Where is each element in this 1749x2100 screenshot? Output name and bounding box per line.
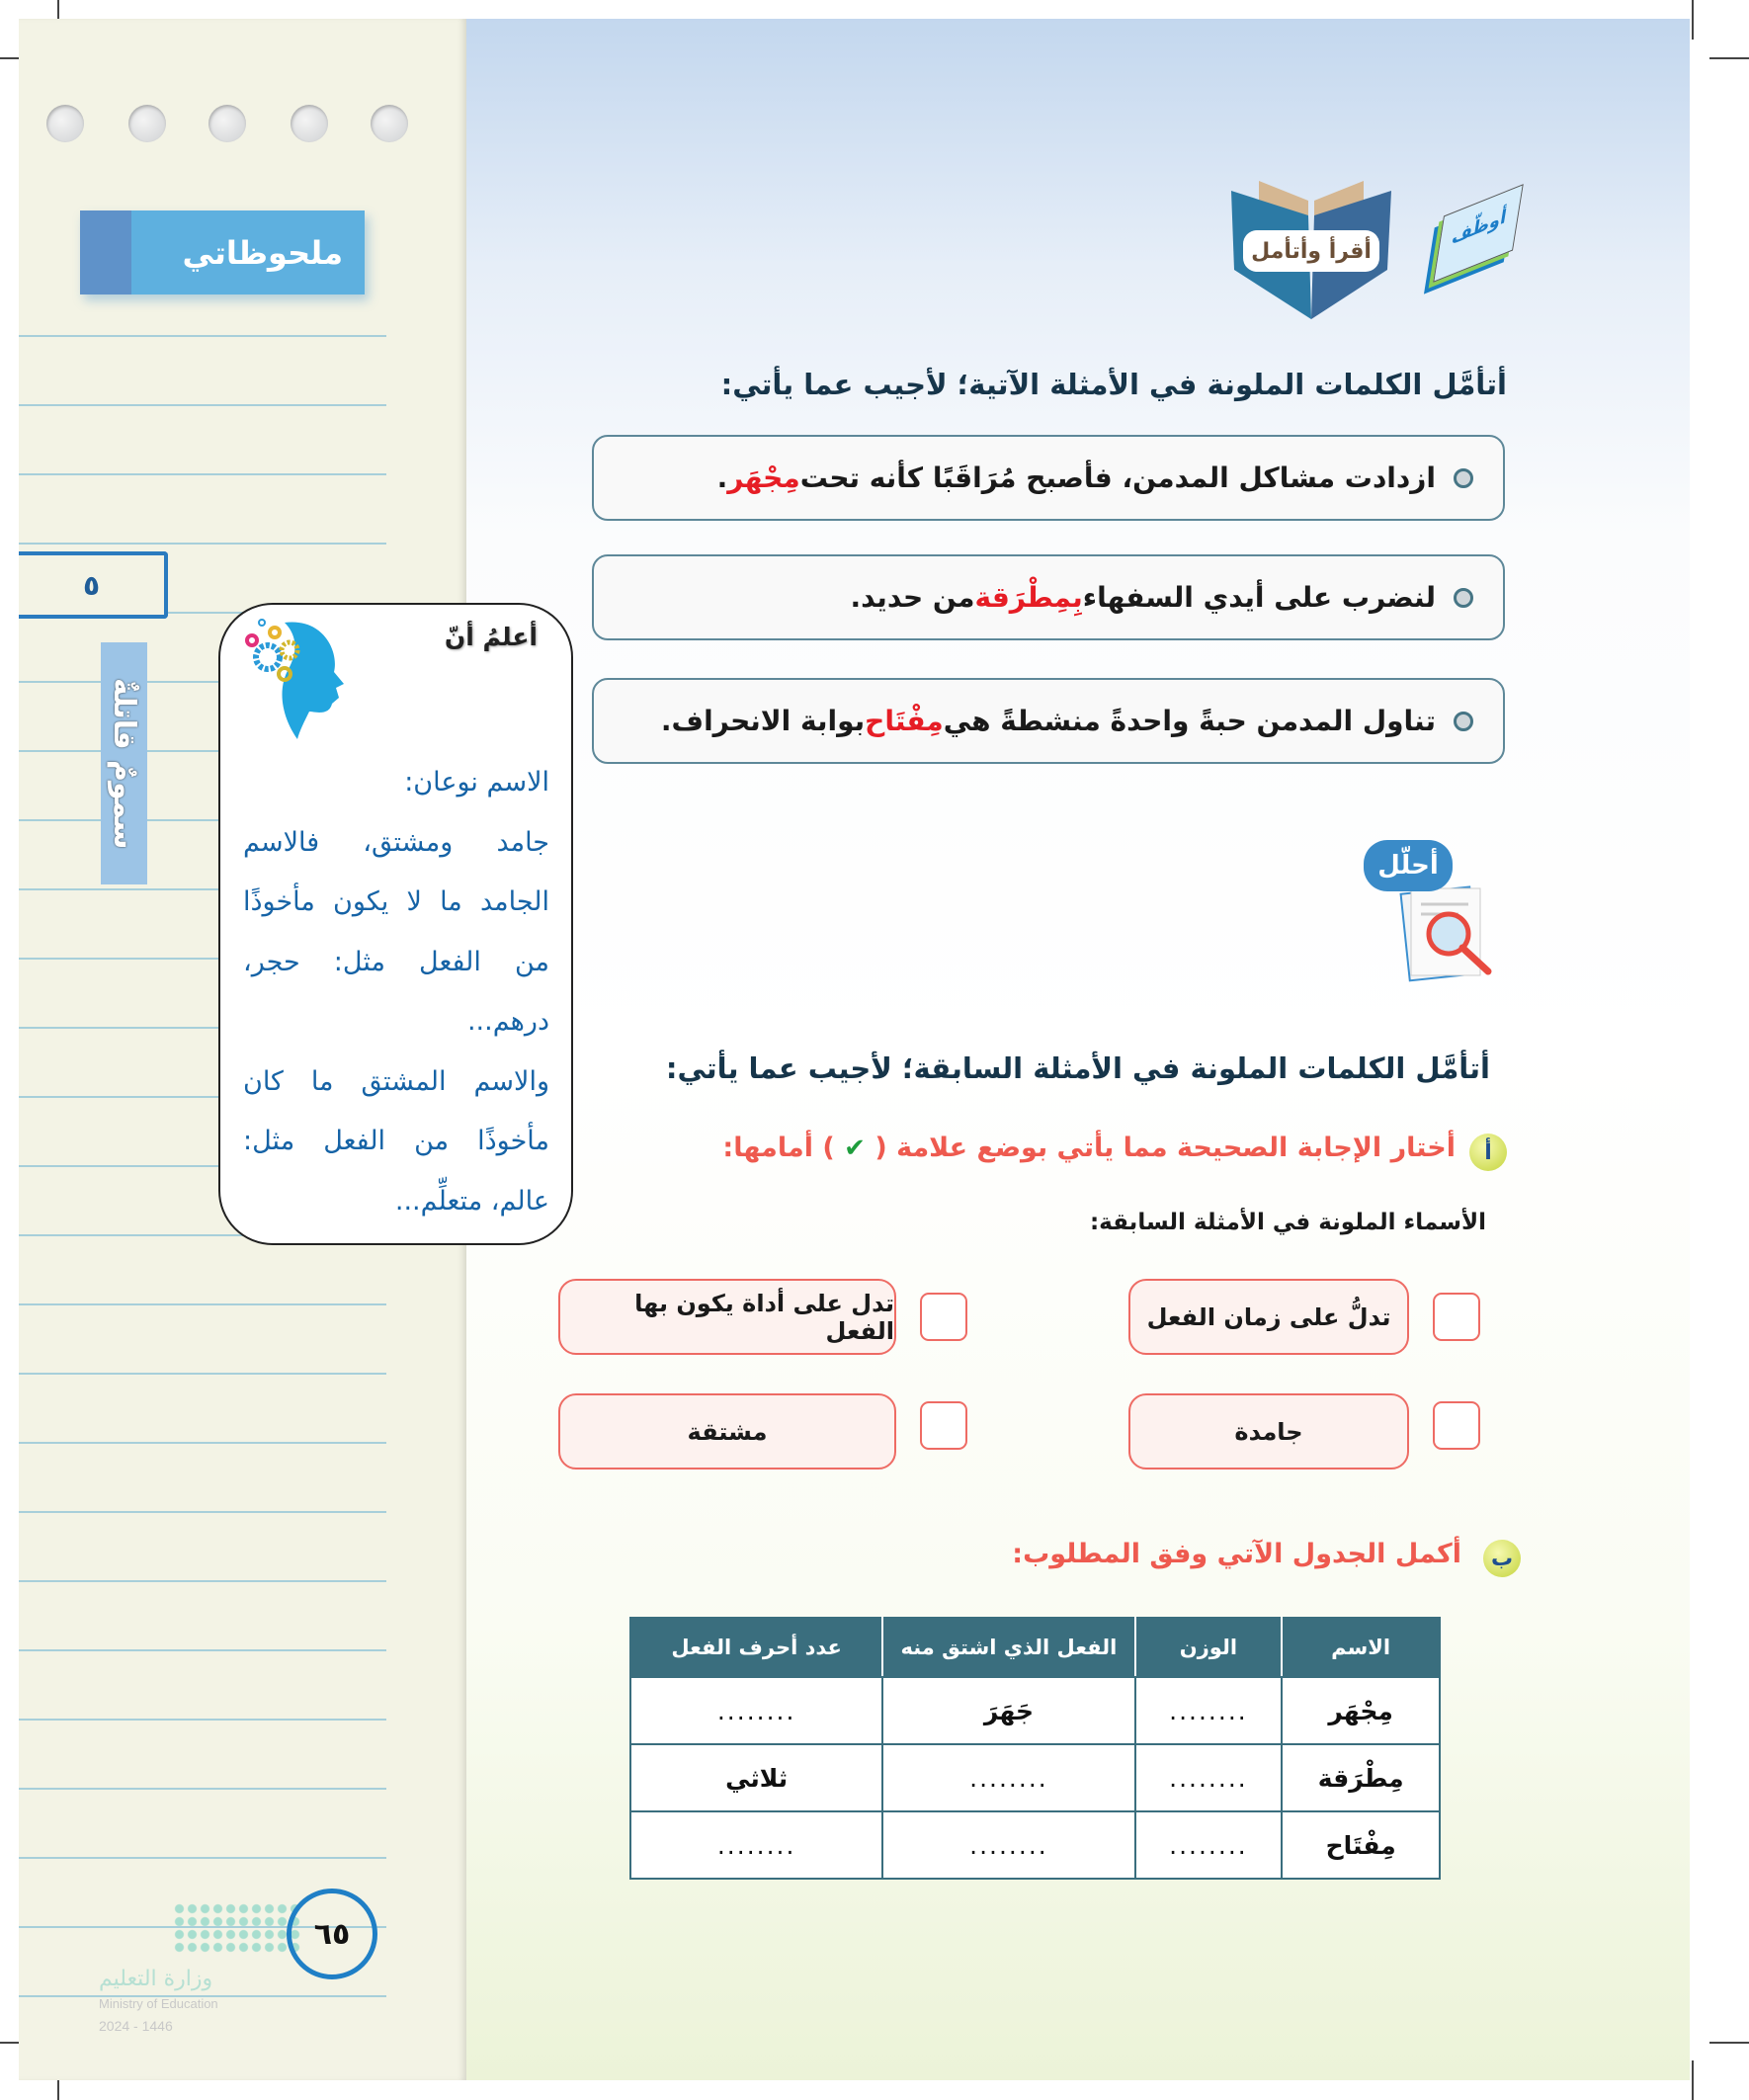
highlighted-word: مِجْهَر [727, 462, 800, 494]
check-mark-icon: ✔ [844, 1134, 866, 1163]
note-card-label: أوظّف [1450, 205, 1509, 250]
table-cell: مِطْرَقة [1282, 1744, 1440, 1811]
table-row [630, 1811, 1440, 1879]
part-a-instruction [722, 1133, 1456, 1163]
part-b-instruction: أكمل الجدول الآتي وفق المطلوب: [1012, 1539, 1461, 1569]
read-reflect-label: أقرأ وأتأمل [1243, 230, 1379, 272]
read-heading: أتأمَّل الكلمات الملونة في الأمثلة الآتية؛ لأجيب عما يأتي: [720, 368, 1507, 401]
binder-hole [208, 105, 246, 142]
crop-mark [1692, 0, 1694, 40]
example-box [592, 678, 1505, 764]
example-text: بوابة الانحراف. [660, 705, 866, 737]
binder-hole [46, 105, 84, 142]
table-cell: جَهَرَ [882, 1677, 1134, 1744]
table-row [630, 1677, 1440, 1744]
part-a-badge: أ [1469, 1134, 1507, 1171]
ruled-line [19, 1649, 386, 1651]
know-line: جامد ومشتق، فالاسم الجامد ما لا يكون مأخوذًا من الفعل مثل: حجر، درهم... [243, 826, 549, 1037]
crop-mark [1709, 57, 1749, 59]
answer-blank[interactable]: ........ [882, 1744, 1134, 1811]
answer-blank[interactable]: ........ [1135, 1811, 1283, 1879]
analyze-label: أحلّل [1364, 840, 1453, 891]
know-box-body [243, 753, 549, 1231]
notes-title: ملحوظاتي [80, 210, 365, 294]
option-box: تدلُّ على زمان الفعل [1128, 1279, 1409, 1355]
option-box: جامدة [1128, 1393, 1409, 1470]
bullet-icon [1454, 588, 1473, 608]
answer-blank[interactable]: ........ [630, 1811, 882, 1879]
ruled-line [19, 1303, 386, 1305]
know-line: والاسم المشتق ما كان مأخوذًا من الفعل مثل: عالم، متعلِّم... [243, 1065, 549, 1217]
magnifier-document-icon [1399, 884, 1502, 983]
crop-mark [1709, 2042, 1749, 2044]
highlighted-word: مِفْتَاح [865, 705, 944, 737]
answer-blank[interactable]: ........ [1135, 1677, 1283, 1744]
ruled-line [19, 335, 386, 337]
bullet-icon [1454, 712, 1473, 731]
read-reflect-icon [1229, 161, 1393, 319]
ruled-line [19, 543, 386, 545]
ministry-name-english: Ministry of Education [99, 1996, 218, 2011]
column-header: الفعل الذي اشتق منه [882, 1618, 1134, 1677]
completion-table [629, 1617, 1441, 1880]
column-header: عدد أحرف الفعل [630, 1618, 882, 1677]
ruled-line [19, 1442, 386, 1444]
lesson-title: سمومٌ قاتلةٌ [101, 642, 147, 884]
table-row [630, 1744, 1440, 1811]
option-box: مشتقة [558, 1393, 896, 1470]
ruled-line [19, 1373, 386, 1375]
answer-blank[interactable]: ........ [1135, 1744, 1283, 1811]
column-header: الوزن [1135, 1618, 1283, 1677]
ruled-line [19, 1857, 386, 1859]
example-text: . [716, 462, 728, 494]
ruled-line [19, 1719, 386, 1721]
know-box-title: أعلمُ أنّ [444, 623, 538, 651]
table-cell: ثلاثي [630, 1744, 882, 1811]
binder-hole [371, 105, 408, 142]
example-text: تناول المدمن حبةً واحدةً منشطةً هي [943, 705, 1436, 737]
ruled-line [19, 1788, 386, 1790]
example-text: من حديد. [850, 581, 975, 614]
part-b-badge: ب [1483, 1540, 1521, 1577]
bullet-icon [1454, 468, 1473, 488]
answer-blank[interactable]: ........ [882, 1811, 1134, 1879]
instruction-text: ) أمامها: [722, 1133, 835, 1163]
answer-blank[interactable]: ........ [630, 1677, 882, 1744]
ruled-line [19, 1511, 386, 1513]
binder-hole [291, 105, 328, 142]
ruled-line [19, 473, 386, 475]
table-cell: مِجْهَر [1282, 1677, 1440, 1744]
table-cell: مِفْتَاح [1282, 1811, 1440, 1879]
instruction-text: أختار الإجابة الصحيحة مما يأتي بوضع علامة ( [874, 1133, 1456, 1163]
analyze-heading: أتأمَّل الكلمات الملونة في الأمثلة السابقة؛ لأجيب عما يأتي: [665, 1051, 1490, 1085]
example-box [592, 435, 1505, 521]
edition-year: 2024 - 1446 [99, 2018, 173, 2034]
ministry-name-arabic: وزارة التعليم [99, 1967, 213, 1991]
table-header-row [630, 1618, 1440, 1677]
ministry-logo-icon [173, 1902, 301, 1954]
ruled-line [19, 1580, 386, 1582]
part-a-subheading: الأسماء الملونة في الأمثلة السابقة: [1089, 1210, 1486, 1235]
example-box [592, 554, 1505, 640]
analyze-icon [1364, 840, 1502, 984]
lesson-number: ٥ [19, 551, 168, 619]
option-checkbox[interactable] [1433, 1401, 1480, 1450]
ruled-line [19, 404, 386, 406]
option-checkbox[interactable] [920, 1293, 967, 1341]
know-that-box [218, 603, 573, 1245]
know-line: الاسم نوعان: [404, 767, 549, 798]
page-number: ٦٥ [287, 1889, 377, 1979]
crop-mark [1692, 2060, 1694, 2100]
highlighted-word: بِمِطْرَقة [974, 581, 1083, 614]
column-header: الاسم [1282, 1618, 1440, 1677]
option-box: تدل على أداة يكون بها الفعل [558, 1279, 896, 1355]
binder-hole [128, 105, 166, 142]
example-text: ازدادت مشاكل المدمن، فأصبح مُرَاقَبًا كأنه تحت [799, 462, 1436, 494]
option-checkbox[interactable] [920, 1401, 967, 1450]
head-gears-icon [240, 613, 349, 741]
option-checkbox[interactable] [1433, 1293, 1480, 1341]
example-text: لنضرب على أيدي السفهاء [1082, 581, 1436, 614]
